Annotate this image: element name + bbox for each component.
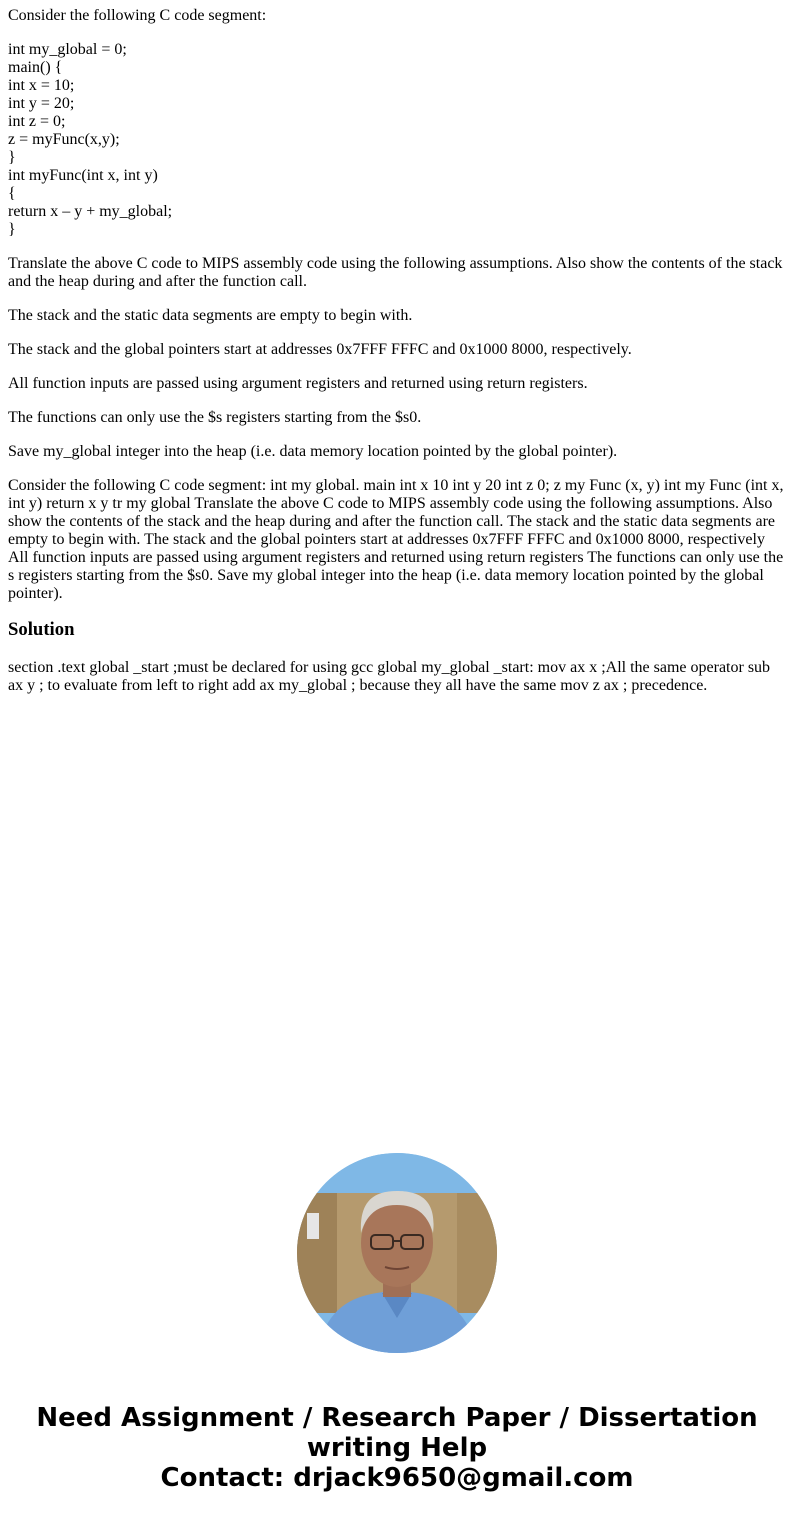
question-paragraph: The functions can only use the $s registers starting from the $s0.	[8, 409, 422, 426]
question-paragraph: Save my_global integer into the heap (i.e. data memory location pointed by the global pointer).	[8, 443, 618, 460]
code-line: return x – y + my_global;	[8, 203, 173, 220]
question-paragraph-ocr: Consider the following C code segment: int my global. main int x 10 int y 20 int z 0; z my Func (x, y) int my Func (int x, int y) return x y tr my global Translate the above C code to MIPS assembly code using the following assumptions. Also show the contents of the stack and the heap during and after the function call. The stack and the static data segments are empty to begin with. The stack and the global pointers start at addresses 0x7FFF FFFC and 0x1000 8000, respectively All function inputs are passed using argument registers and returned using return registers The functions can only use the s registers starting from the $s0. Save my global integer into the heap (i.e. data memory location pointed by the global pointer).	[8, 477, 784, 602]
banner-contact-line: Contact: drjack9650@gmail.com	[160, 1463, 634, 1493]
banner-line-1: Need Assignment / Research Paper / Dissertation	[36, 1403, 758, 1433]
solution-heading: Solution	[8, 619, 75, 640]
question-intro: Consider the following C code segment:	[8, 7, 267, 24]
author-avatar	[297, 1153, 497, 1353]
question-content	[8, 7, 786, 711]
code-line: int x = 10;	[8, 77, 75, 94]
code-line: z = myFunc(x,y);	[8, 131, 120, 148]
question-paragraph: The stack and the static data segments are empty to begin with.	[8, 307, 413, 324]
code-line: int z = 0;	[8, 113, 66, 130]
code-line: int myFunc(int x, int y)	[8, 167, 158, 184]
code-line: }	[8, 221, 16, 238]
contact-banner	[0, 1403, 794, 1493]
solution-text: section .text global _start ;must be declared for using gcc global my_global _start: mov ax x ;All the same operator sub ax y ; to evaluate from left to right add ax my_global ; because they all have the same mov z ax ; precedence.	[8, 659, 771, 694]
code-line: main() {	[8, 59, 63, 76]
code-line: }	[8, 149, 16, 166]
code-line: int y = 20;	[8, 95, 75, 112]
code-line: int my_global = 0;	[8, 41, 127, 58]
question-paragraph: All function inputs are passed using argument registers and returned using return registers.	[8, 375, 588, 392]
author-portrait-image	[297, 1153, 497, 1353]
question-paragraph: The stack and the global pointers start at addresses 0x7FFF FFFC and 0x1000 8000, respectively.	[8, 341, 632, 358]
code-block	[8, 41, 786, 239]
code-line: {	[8, 185, 16, 202]
question-paragraph: Translate the above C code to MIPS assembly code using the following assumptions. Also show the contents of the stack and the heap during and after the function call.	[8, 255, 783, 290]
banner-line-2: writing Help	[306, 1433, 488, 1463]
